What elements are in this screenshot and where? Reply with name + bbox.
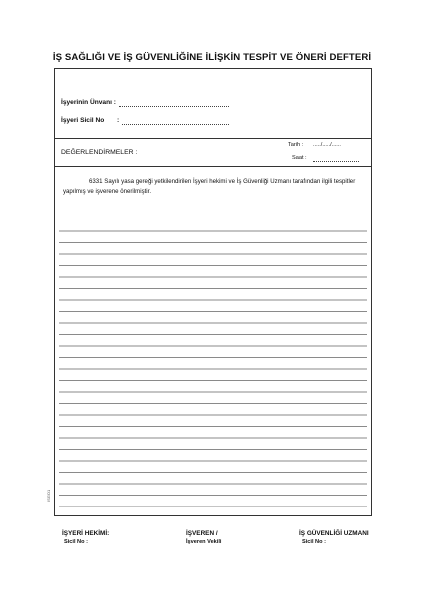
section-divider <box>55 138 371 139</box>
page-title: İŞ SAĞLIĞI VE İŞ GÜVENLİĞİNE İLİŞKİN TESPİT VE ÖNERİ DEFTERİ <box>52 52 372 63</box>
employer-subtitle: İşveren Vekili <box>186 539 222 545</box>
workplace-registry-label: İşyeri Sicil No <box>61 117 105 124</box>
doctor-registry-label: Sicil No : <box>64 539 88 545</box>
statement-text: 6331 Sayılı yasa gereği yetkilendirilen İşyeri hekimi ve İş Güvenliği Uzmanı tarafından ilgili tespitler yapılmış ve işverene önerilmiştir. <box>63 178 356 195</box>
employer-title-field[interactable] <box>119 106 229 107</box>
employer-title: İŞVEREN / <box>186 530 218 537</box>
form-frame <box>54 68 372 516</box>
time-label: Saat : <box>292 155 307 161</box>
ruled-writing-area[interactable] <box>59 220 367 507</box>
form-code: ISGO1 <box>46 489 51 502</box>
specialist-registry-label: Sicil No : <box>302 539 326 545</box>
evaluations-label: DEĞERLENDİRMELER : <box>61 149 138 156</box>
workplace-registry-colon: : <box>117 117 120 124</box>
doctor-title: İŞYERİ HEKİMİ: <box>62 530 110 537</box>
date-field[interactable]: ...../...../...... <box>313 142 341 148</box>
time-field[interactable] <box>313 161 359 162</box>
date-label: Tarih : <box>288 142 304 148</box>
workplace-registry-field[interactable] <box>122 124 229 125</box>
specialist-title: İŞ GÜVENLİĞİ UZMANI <box>299 530 369 537</box>
specialist-signature-block <box>299 529 369 547</box>
doctor-signature-block <box>62 529 109 547</box>
section-divider <box>55 166 371 167</box>
employer-title-label: İşyerinin Ünvanı : <box>61 99 116 106</box>
employer-signature-block <box>186 529 221 547</box>
